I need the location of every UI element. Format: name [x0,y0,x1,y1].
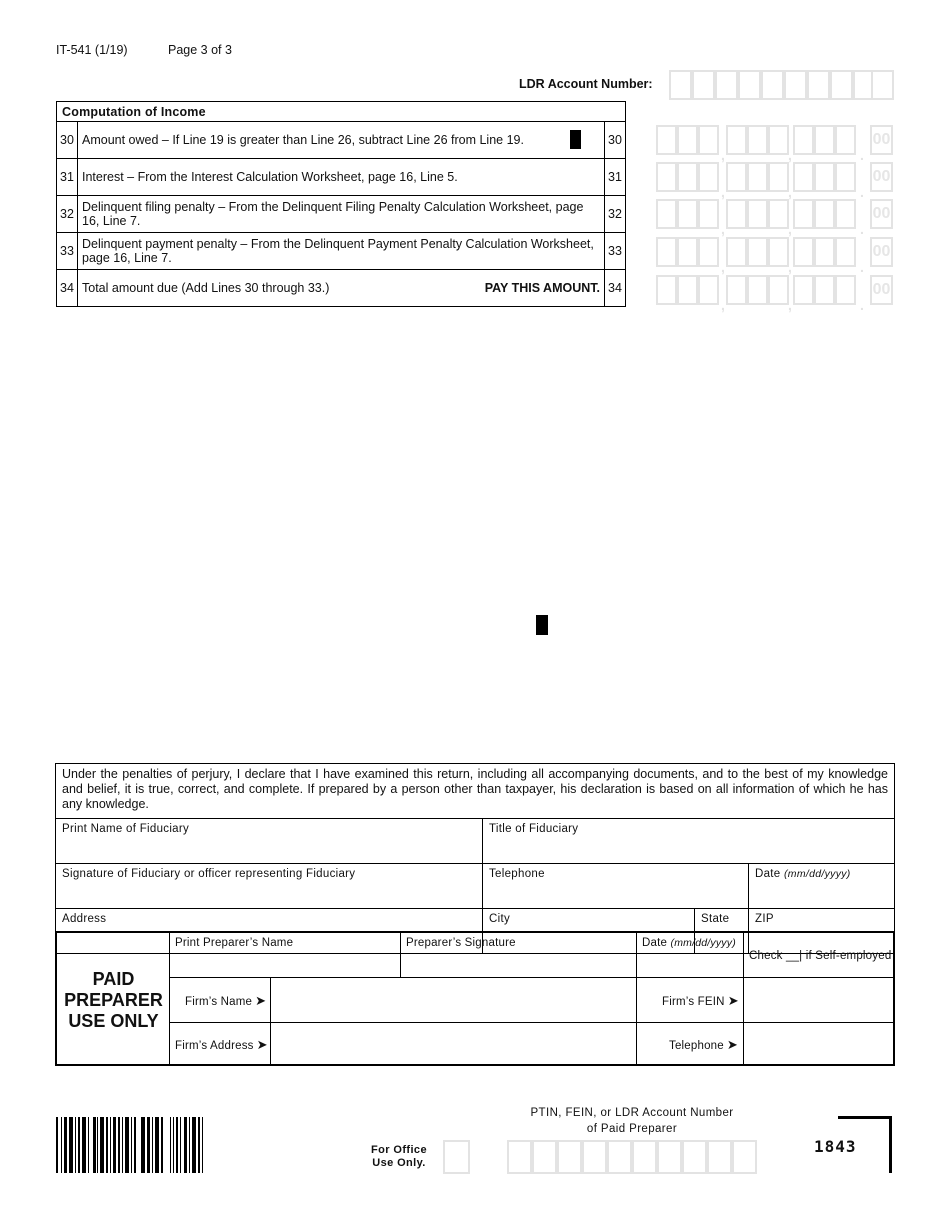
field-label: Telephone [489,868,545,880]
line-34-text: Total amount due (Add Lines 30 through 33.) [82,281,330,295]
corner-mark-side [889,1116,892,1173]
computation-title: Computation of Income [57,102,626,122]
field-label: Date [642,937,668,949]
scan-marker-mid [536,615,548,635]
fiduciary-signature-field[interactable] [56,864,483,909]
line-34-cell [78,270,605,307]
paid-preparer-label [57,969,170,1032]
line-33-text: Delinquent payment penalty – From the Delinquent Payment Penalty Calculation Worksheet, page 16, Line 7. [78,233,605,270]
arrow-right-icon: ➤ [726,1037,738,1052]
office-use-box[interactable] [443,1140,470,1174]
line-number: 30 [57,122,78,159]
cents-placeholder: 00 [870,162,893,192]
date-format: (mm/dd/yyyy) [784,868,851,880]
line-number-right: 31 [605,159,626,196]
field-label: Print Name of Fiduciary [62,823,190,835]
computation-table [56,101,626,307]
line-number-right: 30 [605,122,626,159]
field-label: ZIP [755,913,774,925]
preparer-date-field[interactable] [642,937,740,973]
firm-name-label [185,993,266,1009]
line-30-text: Amount owed – If Line 19 is greater than Line 26, subtract Line 26 from Line 19. [78,122,605,159]
ptin-label [505,1105,759,1137]
cents-placeholder: 00 [870,275,893,305]
pay-this-amount: PAY THIS AMOUNT. [484,281,600,295]
line-number-right: 34 [605,270,626,307]
paid-label-line: PREPARER [64,990,163,1010]
field-label: Print Preparer’s Name [175,937,294,949]
paid-preparer-section [55,931,895,1066]
field-label: Signature of Fiduciary or officer representing Fiduciary [62,868,356,880]
paid-label-line: USE ONLY [68,1011,159,1031]
paid-label-line: PAID [92,969,135,989]
label-text: Firm’s Name [185,996,253,1008]
perjury-declaration: Under the penalties of perjury, I declare that I have examined this return, including all accompanying documents, and to the best of my knowledge and belief, it is true, correct, and complete. If prepared by a person other than taxpayer, his declaration is based on all information of which he has any knowledge. [55,763,895,819]
form-id: IT-541 (1/19) [56,43,128,57]
office-use-label: For Office Use Only. [371,1144,427,1169]
telephone-field[interactable] [483,864,749,909]
ptin-label-line: PTIN, FEIN, or LDR Account Number [530,1107,734,1119]
line-34-row [57,270,626,307]
line-31-text: Interest – From the Interest Calculation Worksheet, page 16, Line 5. [78,159,605,196]
line-32-row [57,196,626,233]
arrow-right-icon: ➤ [255,993,267,1008]
line-number-right: 33 [605,233,626,270]
field-label: State [701,913,730,925]
firm-name-input[interactable] [276,979,631,1020]
firm-telephone-input[interactable] [747,1024,887,1064]
preparer-name-field[interactable] [175,937,395,973]
corner-mark-top [838,1116,892,1119]
line-number: 31 [57,159,78,196]
firm-telephone-label [669,1037,738,1053]
print-name-fiduciary-field[interactable] [56,819,483,864]
date-field[interactable] [749,864,895,909]
field-label: Title of Fiduciary [489,823,579,835]
form-code: 1843 [814,1137,857,1156]
line-number: 34 [57,270,78,307]
page-number: Page 3 of 3 [168,43,232,57]
ldr-account-label: LDR Account Number: [519,77,653,91]
firm-address-label [175,1037,268,1053]
title-fiduciary-field[interactable] [483,819,895,864]
field-label: City [489,913,511,925]
firm-fein-label [662,993,739,1009]
field-label: Date [755,868,781,880]
arrow-right-icon: ➤ [256,1037,268,1052]
field-label: Address [62,913,107,925]
cents-placeholder: 00 [870,125,893,155]
date-format: (mm/dd/yyyy) [670,937,736,949]
firm-fein-input[interactable] [747,979,887,1020]
line-33-row [57,233,626,270]
line-number: 32 [57,196,78,233]
label-text: Firm’s Address [175,1040,254,1052]
label-text: Firm’s FEIN [662,996,725,1008]
self-employed-checkbox[interactable]: Check __| if Self-employed [749,950,892,962]
ptin-label-line: of Paid Preparer [586,1123,678,1135]
line-30-row [57,122,626,159]
field-label: Preparer’s Signature [406,937,516,949]
arrow-right-icon: ➤ [727,993,739,1008]
line-number-right: 32 [605,196,626,233]
scan-marker [570,130,581,149]
line-32-text: Delinquent filing penalty – From the Delinquent Filing Penalty Calculation Worksheet, page 16, Line 7. [78,196,605,233]
firm-address-input[interactable] [276,1024,631,1064]
cents-placeholder: 00 [870,199,893,229]
line-number: 33 [57,233,78,270]
preparer-signature-field[interactable] [406,937,631,973]
line-31-row [57,159,626,196]
cents-placeholder: 00 [870,237,893,267]
label-text: Telephone [669,1040,724,1052]
